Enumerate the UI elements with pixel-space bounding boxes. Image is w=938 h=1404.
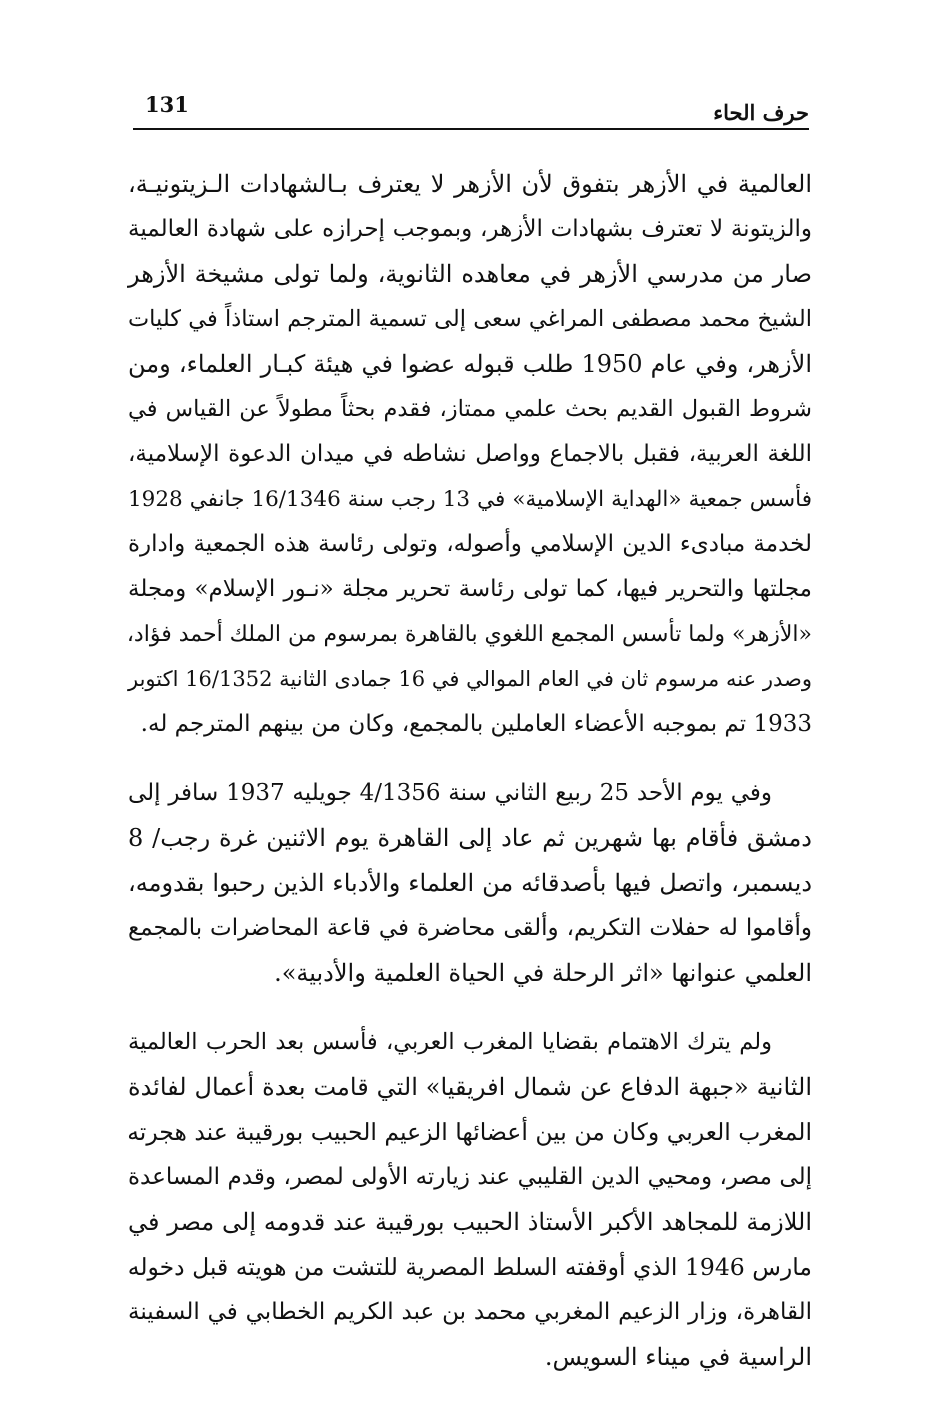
text-line: مارس 1946 الذي أوقفته السلط المصرية للتشت من هويته قبل دخوله: [127, 1253, 812, 1281]
text-line: 1933 تم بموجبه الأعضاء العاملين بالمجمع، وكان من بينهم المترجم له.: [140, 711, 812, 737]
page-number: 131: [145, 92, 189, 117]
text-line: «الأزهر» ولما تأسس المجمع اللغوي بالقاهرة بمرسوم من الملك أحمد فؤاد،: [126, 622, 812, 647]
text-line: الراسية في ميناء السويس.: [544, 1343, 812, 1371]
text-line: اللازمة للمجاهد الأكبر الأستاذ الحبيب بورقيبة عند قدومه إلى مصر في: [128, 1208, 812, 1236]
paragraph-2: [128, 771, 812, 996]
text-line: المغرب العربي وكان من بين أعضائها الزعيم الحبيب بورقيبة عند هجرته: [127, 1118, 812, 1146]
text-line: ديسمبر، واتصل فيها بأصدقائه من العلماء والأدباء الذين رحبوا بقدومه،: [128, 869, 812, 897]
body-text: [128, 162, 812, 1404]
text-line: شروط القبول القديم بحث علمي ممتاز، فقدم بحثاً مطولاً عن القياس في: [128, 396, 812, 422]
text-line: العالمية في الأزهر بتفوق لأن الأزهر لا يعترف بـالشهادات الـزيتونيـة،: [128, 170, 812, 198]
text-line: مجلتها والتحرير فيها، كما تولى رئاسة تحرير مجلة «نـور الإسلام» ومجلة: [128, 576, 812, 602]
text-line: الأزهر، وفي عام 1950 طلب قبوله عضوا في هيئة كبـار العلماء، ومن: [128, 350, 812, 378]
running-head: حرف الحاء: [713, 100, 809, 125]
text-line: العلمي عنوانها «اثر الرحلة في الحياة العلمية والأدبية».: [274, 959, 812, 987]
text-line: دمشق فأقام بها شهرين ثم عاد إلى القاهرة يوم الاثنين غرة رجب/ 8: [128, 824, 812, 852]
text-line: إلى مصر، ومحيي الدين القليبي عند زيارته الأولى لمصر، وقدم المساعدة: [128, 1164, 812, 1190]
text-line: القاهرة، وزار الزعيم المغربي محمد بن عبد الكريم الخطابي في السفينة: [128, 1299, 812, 1325]
text-line: ولم يترك الاهتمام بقضايا المغرب العربي، فأسس بعد الحرب العالمية: [128, 1029, 772, 1055]
paragraph-3: [128, 1020, 812, 1380]
text-line: وصدر عنه مرسوم ثان في العام الموالي في 16 جمادى الثانية 16/1352 اكتوبر: [128, 667, 813, 691]
text-line: وأقاموا له حفلات التكريم، وألقى محاضرة في قاعة المحاضرات بالمجمع: [128, 915, 812, 941]
text-line: وفي يوم الأحد 25 ربيع الثاني سنة 4/1356 جويليه 1937 سافر إلى: [128, 780, 772, 806]
text-line: لخدمة مبادىء الدين الإسلامي وأصوله، وتولى رئاسة هذه الجمعية وادارة: [128, 531, 812, 557]
text-line: الشيخ محمد مصطفى المراغي سعى إلى تسمية المترجم استاذاً في كليات: [128, 306, 812, 332]
text-line: والزيتونة لا تعترف بشهادات الأزهر، وبموجب إحرازه على شهادة العالمية: [128, 216, 812, 242]
page-header: [133, 88, 809, 130]
text-line: الثانية «جبهة الدفاع عن شمال افريقيا» التي قامت بعدة أعمال لفائدة: [128, 1073, 812, 1101]
paragraph-1: [128, 162, 812, 747]
text-line: صار من مدرسي الأزهر في معاهده الثانوية، ولما تولى مشيخة الأزهر: [128, 260, 812, 288]
text-line: فأسس جمعية «الهداية الإسلامية» في 13 رجب سنة 16/1346 جانفي 1928: [128, 487, 812, 512]
text-line: اللغة العربية، فقبل بالاجماع وواصل نشاطه في ميدان الدعوة الإسلامية،: [128, 441, 812, 467]
